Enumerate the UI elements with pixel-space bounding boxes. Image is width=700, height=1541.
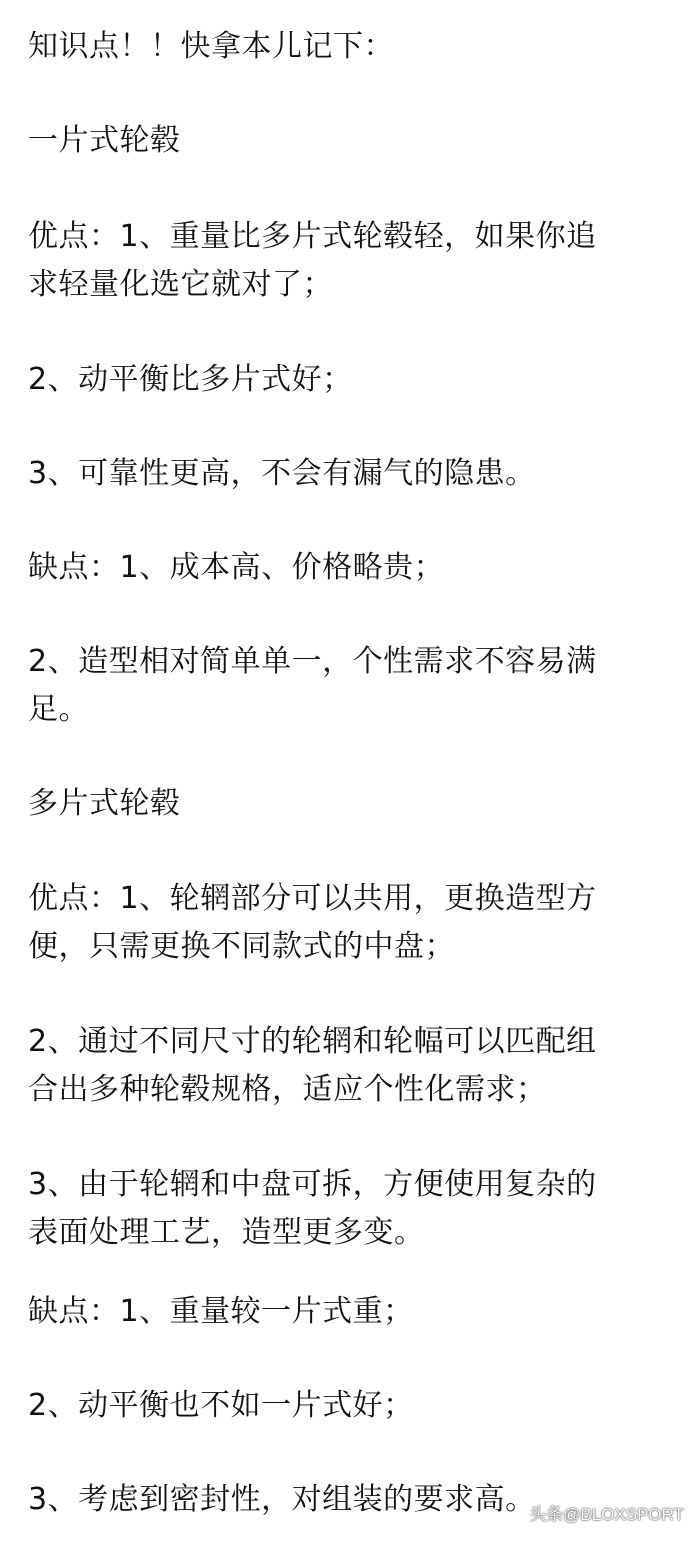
one-piece-cons-item-2-line-1: 2、造型相对简单单一，个性需求不容易满 (28, 644, 597, 679)
intro-line: 知识点！！快拿本儿记下： (28, 29, 394, 64)
multi-piece-pros-item-3-line-2: 表面处理工艺，造型更多变。 (28, 1215, 425, 1250)
one-piece-cons-item-1: 缺点：1、成本高、价格略贵； (28, 550, 445, 585)
multi-piece-pros-item-3-line-1: 3、由于轮辋和中盘可拆，方便使用复杂的 (28, 1167, 597, 1202)
one-piece-pros-line-1: 优点：1、重量比多片式轮毂轻，如果你追 (28, 219, 597, 254)
one-piece-cons-item-2-line-2: 足。 (28, 692, 89, 727)
multi-piece-pros-item-2-line-2: 合出多种轮毂规格，适应个性化需求； (28, 1072, 547, 1107)
multi-piece-pros-line-1: 优点：1、轮辋部分可以共用，更换造型方 (28, 881, 597, 916)
section-heading-multi-piece: 多片式轮毂 (28, 786, 181, 821)
watermark-label: 头条@BLOXSPORT (529, 1505, 684, 1524)
one-piece-pros-item-2: 2、动平衡比多片式好； (28, 362, 353, 397)
multi-piece-cons-item-2: 2、动平衡也不如一片式好； (28, 1388, 414, 1423)
section-heading-one-piece: 一片式轮毂 (28, 123, 181, 158)
one-piece-pros-line-2: 求轻量化选它就对了； (28, 267, 333, 302)
multi-piece-cons-item-1: 缺点：1、重量较一片式重； (28, 1294, 414, 1329)
one-piece-pros-item-3: 3、可靠性更高，不会有漏气的隐患。 (28, 456, 536, 491)
multi-piece-pros-line-2: 便，只需更换不同款式的中盘； (28, 929, 455, 964)
multi-piece-pros-item-2-line-1: 2、通过不同尺寸的轮辋和轮幅可以匹配组 (28, 1024, 597, 1059)
multi-piece-cons-item-3: 3、考虑到密封性，对组装的要求高。 (28, 1482, 536, 1517)
